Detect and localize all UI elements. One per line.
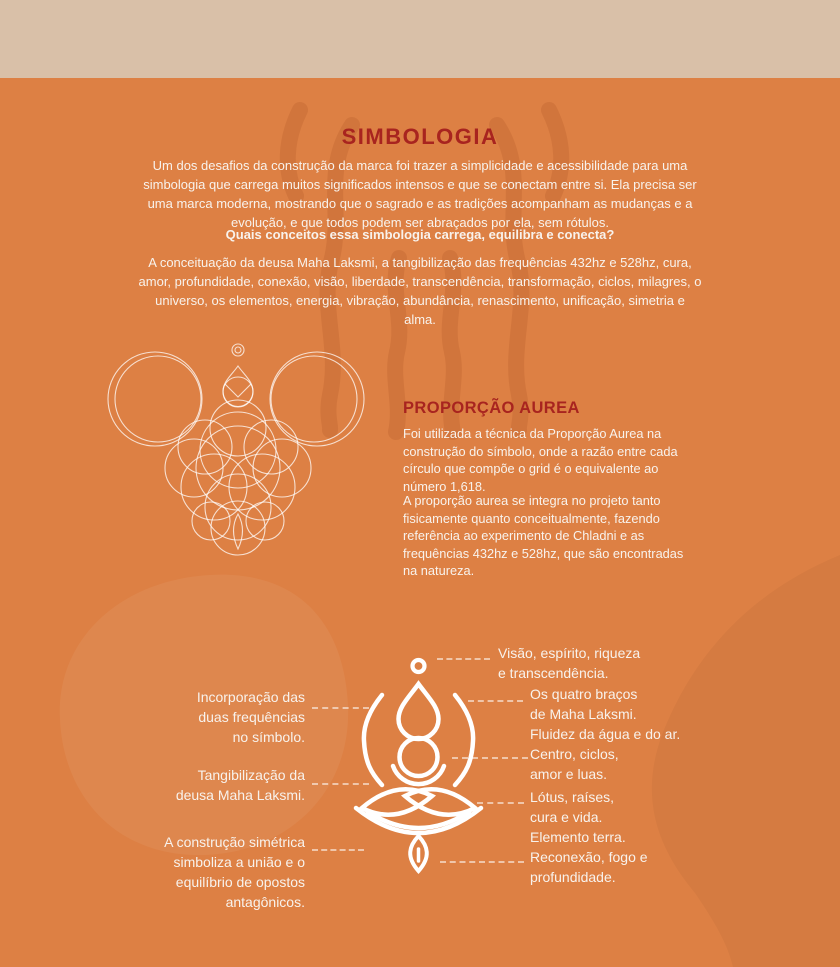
label-vision	[498, 643, 640, 683]
connector-dash-frequencies	[312, 707, 369, 709]
label-symmetry	[164, 832, 305, 912]
label-line: de Maha Laksmi.	[530, 706, 637, 722]
label-line: Incorporação das	[196, 689, 305, 705]
maha-laksmi-symbol-icon	[356, 660, 481, 871]
label-line: e transcendência.	[498, 665, 609, 681]
connector-dash-lotus	[477, 802, 524, 804]
golden-ratio-paragraph-1: Foi utilizada a técnica da Proporção Aurea na construção do símbolo, onde a razão entre cada círculo que compõe o grid é o equivalente ao número 1,618.	[403, 426, 678, 494]
label-line: no símbolo.	[232, 729, 305, 745]
label-line: Visão, espírito, riqueza	[498, 645, 641, 661]
golden-ratio-heading: PROPORÇÃO AUREA	[403, 399, 580, 417]
connector-dash-crown	[437, 658, 490, 660]
connector-dash-goddess	[312, 783, 369, 785]
label-line: profundidade.	[530, 869, 616, 885]
label-line: amor e luas.	[530, 766, 608, 782]
label-center	[530, 744, 619, 784]
label-line: Fluidez da água e do ar.	[530, 726, 681, 742]
label-line: A construção simétrica	[164, 834, 305, 850]
label-line: Elemento terra.	[530, 829, 626, 845]
concepts-question: Quais conceitos essa simbologia carrega, equilibra e conecta?	[225, 227, 615, 242]
label-line: Lótus, raíses,	[530, 789, 615, 805]
label-line: equilíbrio de opostos	[175, 874, 305, 890]
connector-dash-symmetry	[312, 849, 364, 851]
label-line: simboliza a união e o	[173, 854, 305, 870]
page-title: SIMBOLOGIA	[341, 124, 499, 149]
connector-dash-center	[452, 757, 528, 759]
label-line: Centro, ciclos,	[530, 746, 619, 762]
intro-paragraph: Um dos desafios da construção da marca foi trazer a simplicidade e acessibilidade para uma simbologia que carrega muitos significados intensos e que se conectam entre si. Ela precisa ser uma marca moderna, mostrando que o sagrado e as tradições acompanham as mudanças e a evolução, e que todos podem ser abraçados por ela, sem rótulos.	[143, 158, 697, 230]
connector-dash-seed	[440, 861, 524, 863]
connector-dash-arms	[468, 700, 523, 702]
label-frequencies	[197, 687, 305, 747]
label-arms	[530, 684, 680, 744]
label-line: Os quatro braços	[530, 686, 638, 702]
label-lotus	[530, 787, 626, 847]
golden-ratio-paragraph-2: A proporção aurea se integra no projeto tanto fisicamente quanto conceitualmente, fazendo referência ao experimento de Chladni e as frequências 432hz e 528hz, que são encontradas na natureza.	[403, 493, 684, 578]
label-line: Tangibilização da	[197, 767, 305, 783]
label-line: antagônicos.	[225, 894, 305, 910]
label-line: cura e vida.	[530, 809, 603, 825]
label-line: deusa Maha Laksmi.	[175, 787, 305, 803]
blob-right-icon	[652, 555, 840, 967]
label-line: Reconexão, fogo e	[530, 849, 648, 865]
label-reconnection	[530, 847, 648, 887]
label-goddess	[176, 765, 305, 805]
concepts-paragraph: A conceituação da deusa Maha Laksmi, a tangibilização das frequências 432hz e 528hz, cura, amor, profundidade, conexão, visão, liberdade, transcendência, transformação, ciclos, milagres, o universo, os elementos, energia, vibração, abundância, renascimento, unificação, simetria e alma.	[138, 255, 702, 327]
label-line: duas frequências	[198, 709, 305, 725]
